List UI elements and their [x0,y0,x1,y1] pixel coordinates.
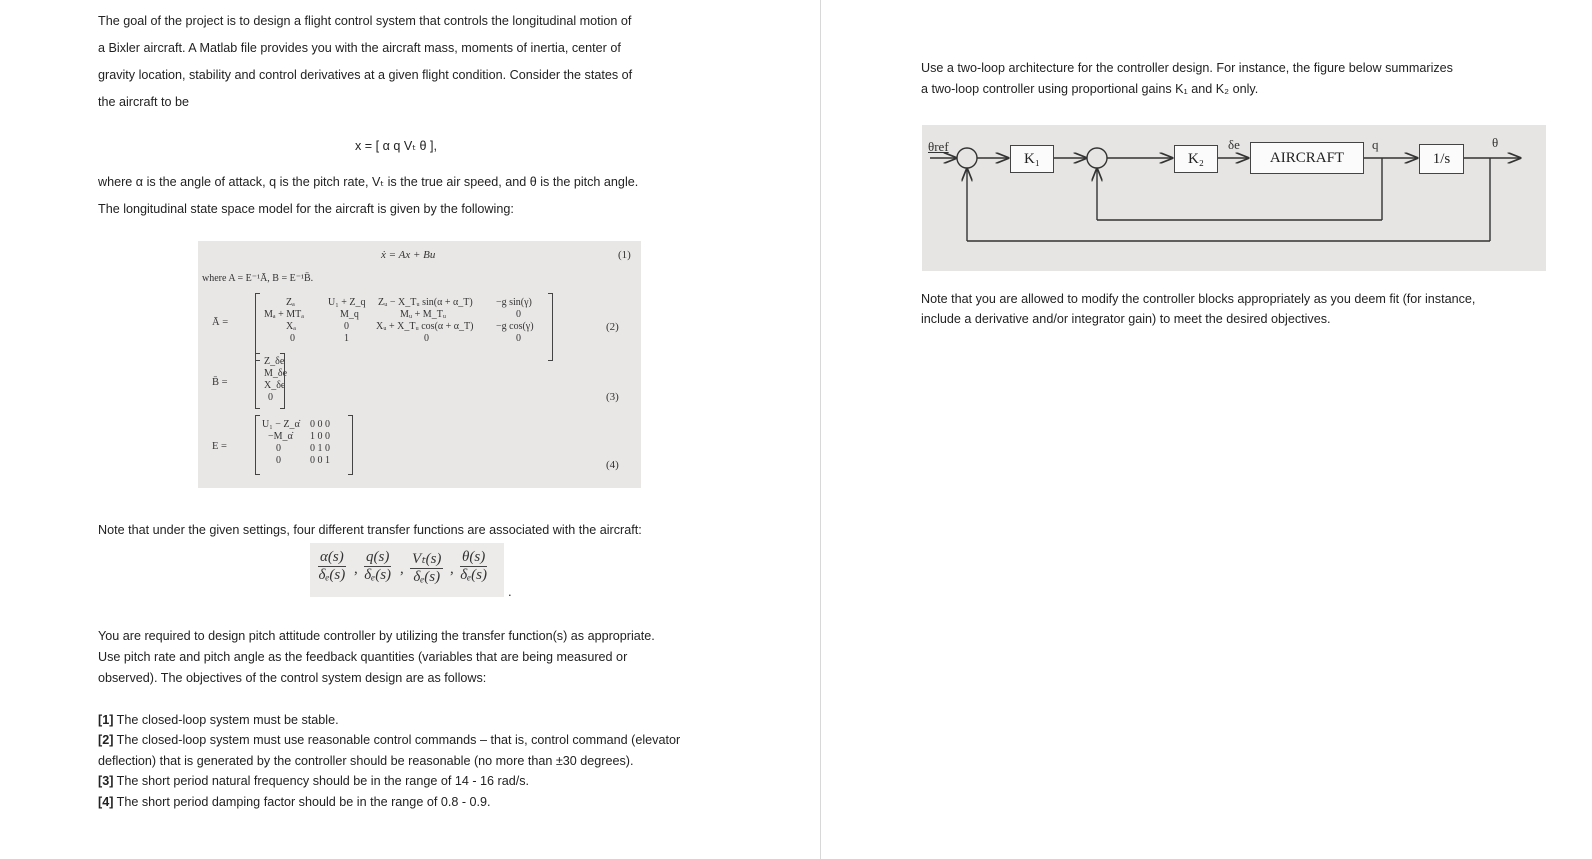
a-r2c2: M_q [340,309,359,320]
a-r2c1: Mₐ + MTₐ [264,309,304,320]
tf-period: . [508,584,512,599]
intro-line-2: a Bixler aircraft. A Matlab file provides you with the aircraft mass, moments of inertia, center of [98,41,621,55]
a-r3c2: 0 [344,321,349,332]
e-r3c1: 0 [276,443,281,454]
aircraft-block: AIRCRAFT [1250,142,1364,174]
a-r3c4: −g cos(γ) [496,321,534,332]
b-right-bracket [280,353,285,409]
a-r4c4: 0 [516,333,521,344]
eq-number-3: (3) [606,391,619,403]
tf-q-den: δₑ(s) [364,567,392,583]
e-r3-rest: 0 1 0 [310,443,330,454]
tf-comma-3: , [450,561,454,577]
objective-3-tag: [3] [98,774,114,788]
delta-e-label: δe [1228,137,1240,152]
a-right-bracket [548,293,553,361]
summer-2 [1087,148,1107,168]
transfer-functions-image [310,543,504,597]
e-r2c1: −M_α̇ [268,431,293,442]
eq-number-4: (4) [606,459,619,471]
tf-vt-num: Vₜ(s) [412,551,442,567]
e-r4-rest: 0 0 1 [310,455,330,466]
a-r2c3: Mᵤ + M_Tᵤ [400,309,447,320]
tf-comma-1: , [354,561,358,577]
b-left-bracket [255,353,260,409]
objective-1-tag: [1] [98,713,114,727]
tf-note: Note that under the given settings, four different transfer functions are associated with the aircraft: [98,523,642,537]
state-equation: ẋ = Ax + Bu [381,249,436,261]
tf-theta [460,549,487,584]
objective-2-text: The closed-loop system must use reasonable control commands – that is, control command (elevator [113,733,681,747]
intro-line-3: gravity location, stability and control derivatives at a given flight condition. Consider the states of [98,68,633,82]
intro-line-4: the aircraft to be [98,95,190,109]
theta-output-label: θ [1492,135,1499,150]
summer-1 [957,148,977,168]
theta-ref-label: θref [928,139,949,154]
e-r4c1: 0 [276,455,281,466]
tf-comma-2: , [400,561,404,577]
a-r1c2: U₁ + Z_q [328,297,366,308]
a-r1c1: Zₐ [286,297,295,308]
objective-1-text: The closed-loop system must be stable. [113,713,339,727]
a-r1c3: Zᵤ − X_Tᵤ sin(α + α_T) [378,297,473,308]
required-line-3: observed). The objectives of the control system design are as follows: [98,671,487,685]
b-r1: Z_δe [264,356,285,367]
k2-block: K₂ [1174,145,1218,173]
b-r3: X_δe [264,380,286,391]
two-loop-line-2: a two-loop controller using proportional gains K₁ and K₂ only. [921,82,1259,96]
a-r3c1: Xₐ [286,321,296,332]
objective-1 [98,710,339,731]
where-line-2: The longitudinal state space model for the aircraft is given by the following: [98,202,514,216]
tf-theta-den: δₑ(s) [460,567,487,583]
b-r4: 0 [268,392,273,403]
where-ab: where A = E⁻¹Ā, B = E⁻¹B̄. [202,273,314,284]
tf-q-num: q(s) [366,549,390,565]
two-loop-line-1: Use a two-loop architecture for the controller design. For instance, the figure below summarizes [921,61,1453,75]
e-r1c1: U₁ − Z_α̇ [262,419,300,430]
b-bar-label: B̄ = [212,377,228,388]
a-r4c1: 0 [290,333,295,344]
modify-line-2: include a derivative and/or integrator gain) to meet the desired objectives. [921,312,1331,326]
a-r1c4: −g sin(γ) [496,297,532,308]
objective-2-cont-text: deflection) that is generated by the controller should be reasonable (no more than ±30 degrees). [98,754,634,768]
e-left-bracket [255,415,260,475]
e-r2-rest: 1 0 0 [310,431,330,442]
a-r2c4: 0 [516,309,521,320]
q-label: q [1372,137,1379,152]
tf-alpha [318,549,346,584]
objective-2-tag: [2] [98,733,114,747]
objective-4-text: The short period damping factor should be in the range of 0.8 - 0.9. [113,795,491,809]
a-r4c2: 1 [344,333,349,344]
tf-alpha-num: α(s) [320,549,344,565]
tf-alpha-den: δₑ(s) [318,567,346,583]
two-loop-block-diagram [922,125,1546,271]
state-space-equations-image [198,241,641,488]
objective-3-text: The short period natural frequency should be in the range of 14 - 16 rad/s. [113,774,530,788]
eq-number-2: (2) [606,321,619,333]
e-right-bracket [348,415,353,475]
eq-number-1: (1) [618,249,631,261]
required-line-2: Use pitch rate and pitch angle as the feedback quantities (variables that are being measured or [98,650,628,664]
objective-2-cont [98,751,633,772]
objective-2 [98,730,680,751]
e-label: E = [212,441,227,452]
state-vector: x = [ α q Vₜ θ ], [355,139,438,153]
objective-4-tag: [4] [98,795,114,809]
modify-line-1: Note that you are allowed to modify the controller blocks appropriately as you deem fit (for instance, [921,292,1476,306]
tf-theta-num: θ(s) [462,549,486,565]
a-r4c3: 0 [424,333,429,344]
where-line-1: where α is the angle of attack, q is the pitch rate, Vₜ is the true air speed, and θ is the pitch angle. [98,175,639,189]
tf-vt-den: δₑ(s) [413,569,441,585]
intro-line-1: The goal of the project is to design a flight control system that controls the longitudinal motion of [98,14,632,28]
objective-4 [98,792,491,813]
objective-3 [98,771,529,792]
tf-q [364,549,391,584]
e-r1-rest: 0 0 0 [310,419,330,430]
k1-block: K₁ [1010,145,1054,173]
required-line-1: You are required to design pitch attitude controller by utilizing the transfer function(s) as appropriate. [98,629,655,643]
a-left-bracket [255,293,260,361]
b-r2: M_δe [264,368,288,379]
tf-vt [410,549,443,586]
a-r3c3: Xᵤ + X_Tᵤ cos(α + α_T) [376,321,474,332]
integrator-block: 1/s [1419,144,1464,174]
a-bar-label: Ā = [212,317,229,328]
